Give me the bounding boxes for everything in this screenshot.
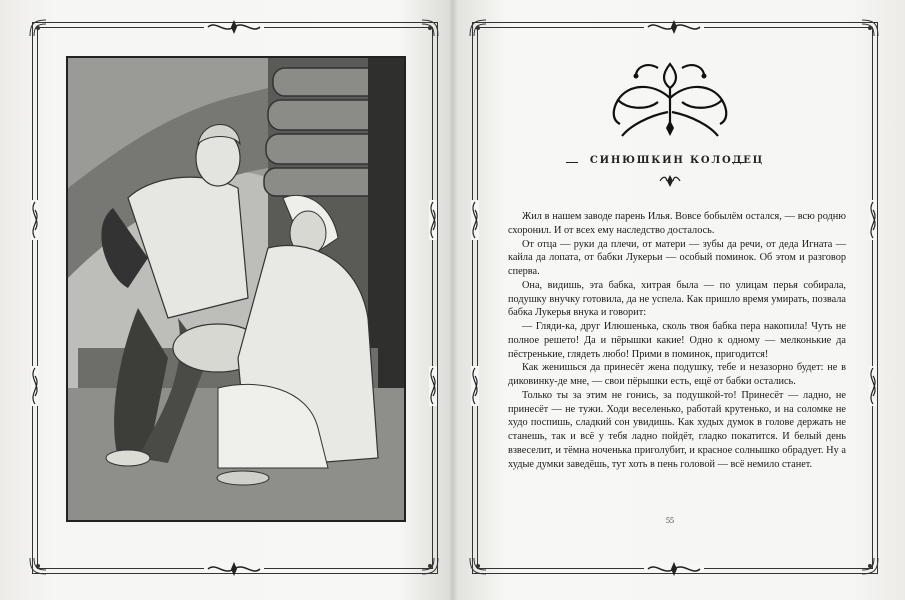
corner-ornament-icon — [418, 554, 442, 578]
frame-side-ornament-icon — [866, 366, 880, 406]
frame-side-ornament-icon — [468, 366, 482, 406]
page-number: 55 — [666, 516, 674, 525]
frame-side-ornament-icon — [28, 366, 42, 406]
chapter-title: СИНЮШКИН КОЛОДЕЦ — [589, 155, 765, 166]
illustration-young-man-and-grandmother — [66, 56, 406, 522]
small-ornament-icon — [658, 174, 682, 188]
corner-ornament-icon — [858, 16, 882, 40]
frame-side-ornament-icon — [426, 200, 440, 240]
frame-bottom-ornament-icon — [204, 560, 264, 578]
frame-side-ornament-icon — [468, 200, 482, 240]
frame-side-ornament-icon — [28, 200, 42, 240]
paragraph: Жил в нашем заводе парень Илья. Вовсе бобылём остался, — всю родню схоронил. И от всех ему наследство досталось. — [508, 211, 846, 236]
frame-top-ornament-icon — [204, 18, 264, 36]
corner-ornament-icon — [26, 554, 50, 578]
frame-top-ornament-icon — [644, 18, 704, 36]
corner-ornament-icon — [858, 554, 882, 578]
paragraph: Как женишься да принесёт жена подушку, тебе и незазорно будет: не в диковинку-де мне, — свои пёрышки есть, ещё от бабки остались. — [508, 362, 846, 387]
frame-bottom-ornament-icon — [644, 560, 704, 578]
paragraph: Она, видишь, эта бабка, хитрая была — по улицам перья собирала, подушку внучку готовила, да не успела. Как пришло время умирать, позвала бабка Лукерья внука и говорит: — [508, 279, 846, 319]
story-text — [508, 210, 846, 471]
corner-ornament-icon — [466, 554, 490, 578]
corner-ornament-icon — [26, 16, 50, 40]
corner-ornament-icon — [418, 16, 442, 40]
paragraph: Только ты за этим не гонись, за подушкой-то! Принесёт — ладно, не принесёт — не тужи. Ходи веселенько, работай крутенько, и на соломке не худо поспишь, сладкий сон увидишь. Как худых думок в голове держать не станешь, так и всё у тебя ладно пойдёт, гладко покатится. И белый день взвеселит, и тёмна ноченька приголубит, и красное солнышко обрадует. Ну а худые думки заведёшь, тут хоть в пень головой — всё немило станет. — [508, 389, 846, 470]
frame-side-ornament-icon — [866, 200, 880, 240]
paragraph: — Гляди-ка, друг Илюшенька, сколь твоя бабка пера накопила! Чуть не полное решето! Да и пёрышки какие! Одно к одному — мелконькие да пёстренькие, глядеть любо! Прими в поминок, пригодится! — [508, 321, 846, 360]
paragraph: От отца — руки да плечи, от матери — зубы да речи, от деда Игната — кайла да лопата, от бабки Лукерьи — особый поминок. Об этом и разговор сперва. — [508, 238, 846, 277]
corner-ornament-icon — [466, 16, 490, 40]
floral-ornament-icon — [608, 58, 732, 140]
frame-side-ornament-icon — [426, 366, 440, 406]
